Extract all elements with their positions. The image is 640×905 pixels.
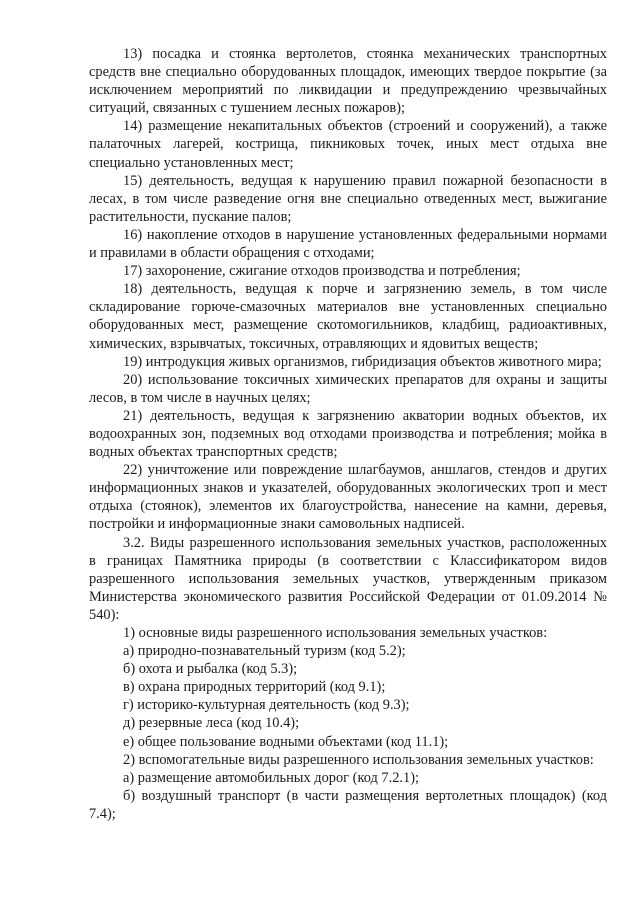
restriction-item-16: 16) накопление отходов в нарушение установленных федеральными нормами и правилами в области обращения с отходами; [89,226,607,262]
main-use-g: г) историко-культурная деятельность (код 9.3); [123,697,410,714]
auxiliary-use-a: а) размещение автомобильных дорог (код 7.2.1); [123,769,419,786]
restriction-item-14: 14) размещение некапитальных объектов (строений и сооружений), а также палаточных лагерей, кострища, пикниковых точек, иных мест отдыха вне специально установленных мест; [89,118,607,171]
auxiliary-use-b: б) воздушный транспорт (в части размещения вертолетных площадок) (код 7.4); [89,787,607,822]
main-use-d: д) резервные леса (код 10.4); [123,715,300,732]
main-use-a: а) природно-познавательный туризм (код 5.2); [123,643,406,660]
restriction-item-15: 15) деятельность, ведущая к нарушению правил пожарной безопасности в лесах, в том числе разведение огня вне специально отведенных мест, выжигание растительности, пускание палов; [89,172,607,225]
main-use-b: б) охота и рыбалка (код 5.3); [123,661,298,678]
auxiliary-uses-heading: 2) вспомогательные виды разрешенного использования земельных участков: [123,751,594,768]
document-body [89,45,607,823]
restriction-item-13: 13) посадка и стоянка вертолетов, стоянка механических транспортных средств вне специально оборудованных площадок, имеющих твердое покрытие (за исключением мероприятий по ликвидации и предупреждению чрезвычайных ситуаций, связанных с тушением лесных пожаров); [89,46,607,117]
restriction-item-22: 22) уничтожение или повреждение шлагбаумов, аншлагов, стендов и других информационных знаков и указателей, оборудованных экологических троп и мест отдыха (стоянок), элементов их благоустройства, нанесение на камни, деревья, постройки и информационные знаки самовольных надписей. [89,462,607,533]
restriction-item-20: 20) использование токсичных химических препаратов для охраны и защиты лесов, в том числе в научных целях; [89,371,607,406]
restriction-item-17: 17) захоронение, сжигание отходов производства и потребления; [123,263,521,280]
section-3-2: 3.2. Виды разрешенного использования земельных участков, расположенных в границах Памятника природы (в соответствии с Классификатором видов разрешенного использования земельных участков, утвержденным приказом Министерства экономического развития Российской Федерации от 01.09.2014 № 540): [89,534,607,623]
main-use-v: в) охрана природных территорий (код 9.1); [123,679,386,696]
restriction-item-18: 18) деятельность, ведущая к порче и загрязнению земель, в том числе складирование горюче-смазочных материалов вне установленных специально оборудованных мест, размещение скотомогильников, кладбищ, радиоактивных, химических, взрывчатых, токсичных, отравляющих и ядовитых веществ; [89,281,607,352]
restriction-item-19: 19) интродукция живых организмов, гибридизация объектов животного мира; [123,353,602,370]
main-uses-heading: 1) основные виды разрешенного использования земельных участков: [123,625,548,641]
restriction-item-21: 21) деятельность, ведущая к загрязнению акватории водных объектов, их водоохранных зон, подземных вод отходами производства и потребления; мойка в водных объектах транспортных средств; [89,407,607,461]
main-use-e: е) общее пользование водными объектами (код 11.1); [123,733,449,750]
